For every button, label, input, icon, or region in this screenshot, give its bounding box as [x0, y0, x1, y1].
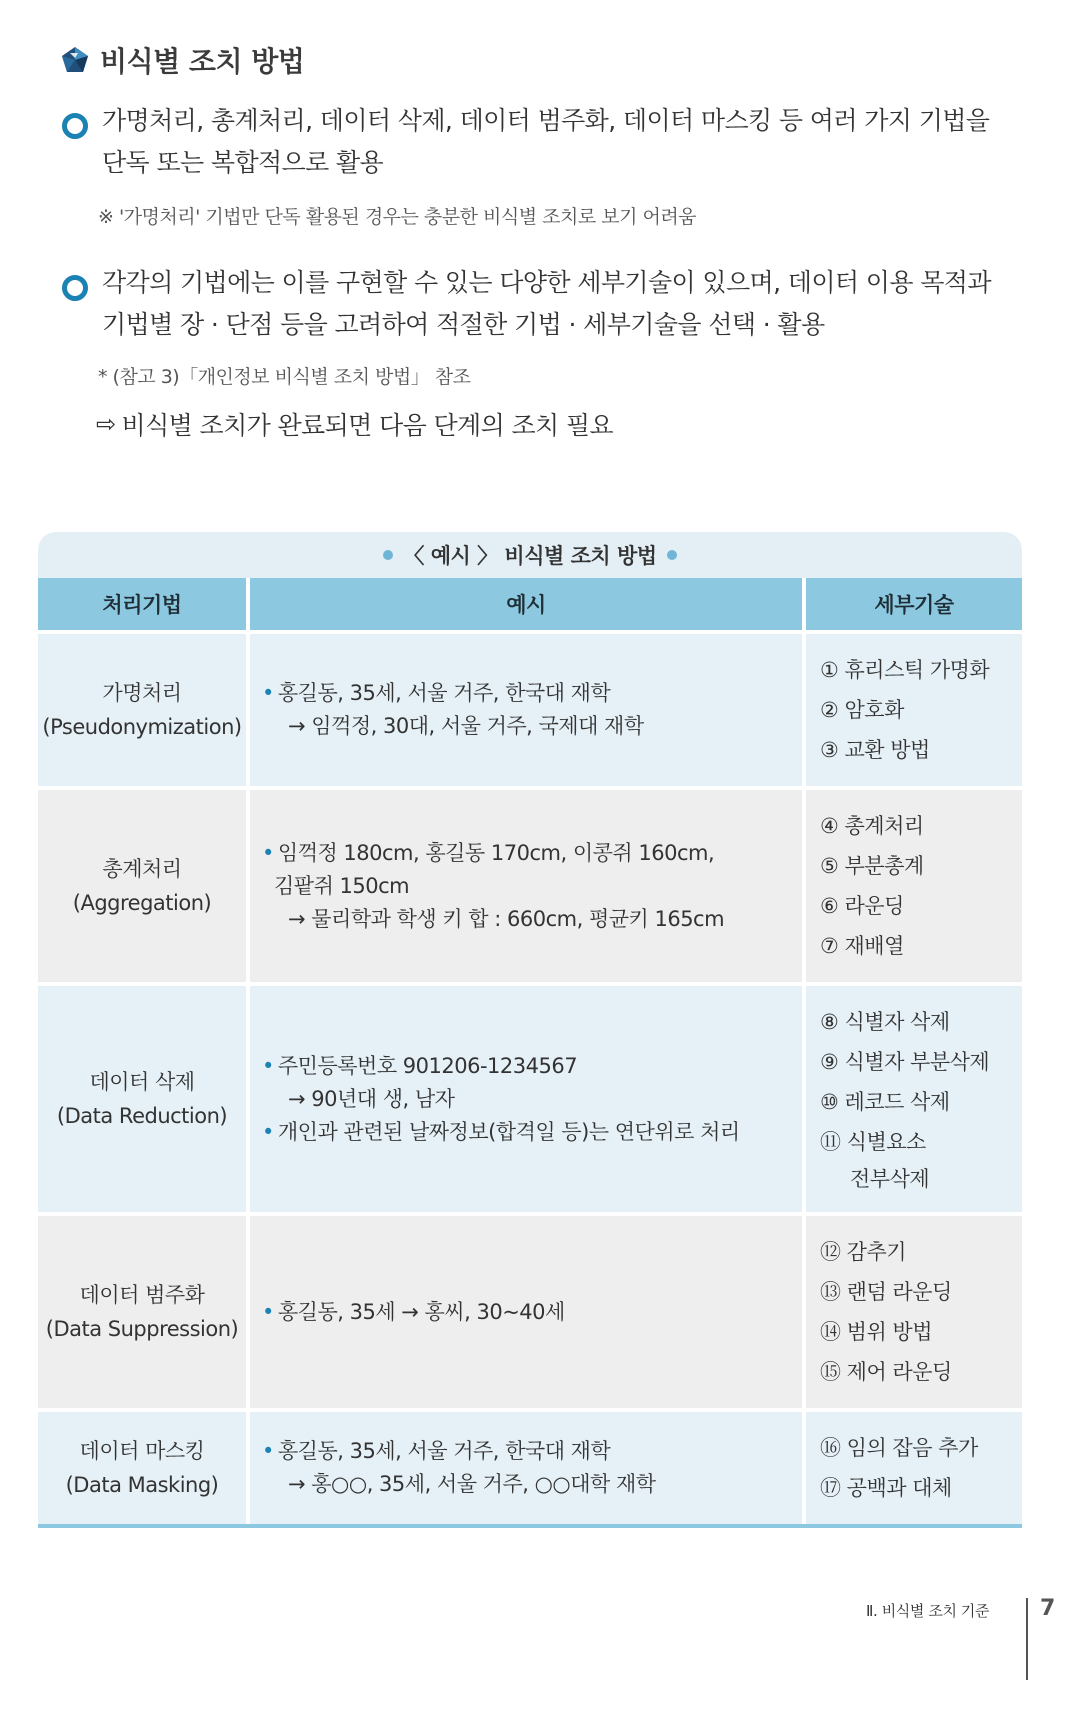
technique-item: ⑫ 감추기: [820, 1240, 907, 1264]
example-line: • 임꺽정 180cm, 홍길동 170cm, 이콩쥐 160cm,: [274, 837, 792, 870]
technique-item: ⑰ 공백과 대체: [820, 1476, 952, 1500]
table-row: [38, 632, 1022, 788]
method-name-en: (Pseudonymization): [42, 715, 242, 739]
method-name-en: (Data Suppression): [45, 1317, 239, 1341]
bullet-line: 기법별 장 · 단점 등을 고려하여 적절한 기법 · 세부기술을 선택 · 활용: [102, 310, 825, 339]
column-header: 예시: [248, 578, 804, 632]
example-line: • 주민등록번호 901206-1234567: [274, 1050, 792, 1083]
table-title: 〈 예시 〉 비식별 조치 방법: [403, 544, 657, 568]
technique-item: ⑬ 랜덤 라운딩: [820, 1280, 952, 1304]
technique-item: ⑯ 임의 잡음 추가: [820, 1436, 978, 1460]
example-line: → 90년대 생, 남자: [288, 1086, 455, 1111]
footer-divider: [1026, 1598, 1028, 1680]
method-name-en: (Data Masking): [65, 1473, 219, 1497]
technique-item: ⑦ 재배열: [820, 934, 904, 958]
bullet-line: 가명처리, 총계처리, 데이터 삭제, 데이터 범주화, 데이터 마스킹 등 여러 가지 기법을: [102, 106, 990, 135]
page-number: 7: [1040, 1596, 1056, 1621]
example-line: → 물리학과 학생 키 합 : 660cm, 평균키 165cm: [288, 906, 725, 931]
table-title-bar: [38, 532, 1022, 578]
bullet-line: 단독 또는 복합적으로 활용: [102, 148, 384, 177]
technique-cell: [804, 788, 1022, 984]
bullet-item-2: [62, 270, 1022, 346]
example-line: • 개인과 관련된 날짜정보(합격일 등)는 연단위로 처리: [274, 1116, 792, 1149]
methods-table: [38, 578, 1022, 1528]
example-table: [38, 532, 1022, 1528]
bullet-text: [102, 100, 989, 184]
method-cell: [38, 984, 248, 1214]
footer-section-label: Ⅱ. 비식별 조치 기준: [866, 1602, 990, 1620]
example-cell: [248, 788, 804, 984]
table-row: [38, 1410, 1022, 1526]
method-name: 데이터 삭제: [89, 1070, 195, 1094]
example-cell: [248, 1410, 804, 1526]
technique-cell: [804, 632, 1022, 788]
example-line: • 홍길동, 35세 → 홍씨, 30~40세: [274, 1296, 792, 1329]
technique-item: ⑨ 식별자 부분삭제: [820, 1050, 990, 1074]
method-name: 데이터 마스킹: [79, 1439, 205, 1463]
table-header-row: [38, 578, 1022, 632]
table-row: [38, 788, 1022, 984]
technique-item: ③ 교환 방법: [820, 738, 930, 762]
method-name: 데이터 범주화: [79, 1283, 205, 1307]
column-header: 세부기술: [804, 578, 1022, 632]
example-line: → 홍○○, 35세, 서울 거주, ○○대학 재학: [288, 1472, 656, 1496]
table-row: [38, 1214, 1022, 1410]
method-name: 총계처리: [102, 857, 182, 881]
section-heading: [60, 40, 304, 80]
ring-bullet-icon: [62, 275, 88, 301]
example-line: • 홍길동, 35세, 서울 거주, 한국대 재학: [274, 1435, 792, 1468]
outline-arrow-right-icon: ⇨: [96, 410, 116, 438]
technique-item: ⑤ 부분총계: [820, 854, 924, 878]
technique-item: ② 암호화: [820, 698, 904, 722]
ring-bullet-icon: [62, 113, 88, 139]
method-name-en: (Data Reduction): [56, 1104, 228, 1128]
example-cell: [248, 984, 804, 1214]
reference-note: * (참고 3)「개인정보 비식별 조치 방법」 참조: [98, 366, 471, 388]
method-name: 가명처리: [102, 681, 182, 705]
technique-cell: [804, 1214, 1022, 1410]
bullet-item-1: [62, 108, 1022, 184]
bullet-text: [102, 262, 991, 346]
method-cell: [38, 1410, 248, 1526]
technique-item: ⑧ 식별자 삭제: [820, 1010, 950, 1034]
pentagon-cube-icon: [60, 45, 90, 75]
technique-item: 전부삭제: [850, 1167, 930, 1191]
technique-cell: [804, 984, 1022, 1214]
dot-icon: [383, 550, 393, 560]
note-text: ※ '가명처리' 기법만 단독 활용된 경우는 충분한 비식별 조치로 보기 어려움: [98, 206, 697, 228]
table-row: [38, 984, 1022, 1214]
technique-item: ① 휴리스틱 가명화: [820, 658, 990, 682]
dot-icon: [667, 550, 677, 560]
section-title: 비식별 조치 방법: [100, 45, 305, 78]
method-cell: [38, 1214, 248, 1410]
example-line: 김팥쥐 150cm: [274, 873, 410, 898]
technique-item: ⑭ 범위 방법: [820, 1320, 932, 1344]
technique-item: ⑩ 레코드 삭제: [820, 1090, 950, 1114]
example-line: → 임꺽정, 30대, 서울 거주, 국제대 재학: [288, 714, 644, 738]
technique-cell: [804, 1410, 1022, 1526]
technique-item: ⑥ 라운딩: [820, 894, 904, 918]
method-cell: [38, 632, 248, 788]
technique-item: ⑮ 제어 라운딩: [820, 1360, 952, 1384]
method-cell: [38, 788, 248, 984]
column-header: 처리기법: [38, 578, 248, 632]
example-cell: [248, 1214, 804, 1410]
technique-item: ⑪ 식별요소: [820, 1130, 926, 1154]
example-cell: [248, 632, 804, 788]
example-line: • 홍길동, 35세, 서울 거주, 한국대 재학: [274, 677, 792, 710]
technique-item: ④ 총계처리: [820, 814, 924, 838]
arrow-note-text: 비식별 조치가 완료되면 다음 단계의 조치 필요: [121, 411, 614, 440]
bullet-line: 각각의 기법에는 이를 구현할 수 있는 다양한 세부기술이 있으며, 데이터 이용 목적과: [102, 268, 991, 297]
arrow-note: [96, 406, 613, 442]
method-name-en: (Aggregation): [72, 891, 212, 915]
